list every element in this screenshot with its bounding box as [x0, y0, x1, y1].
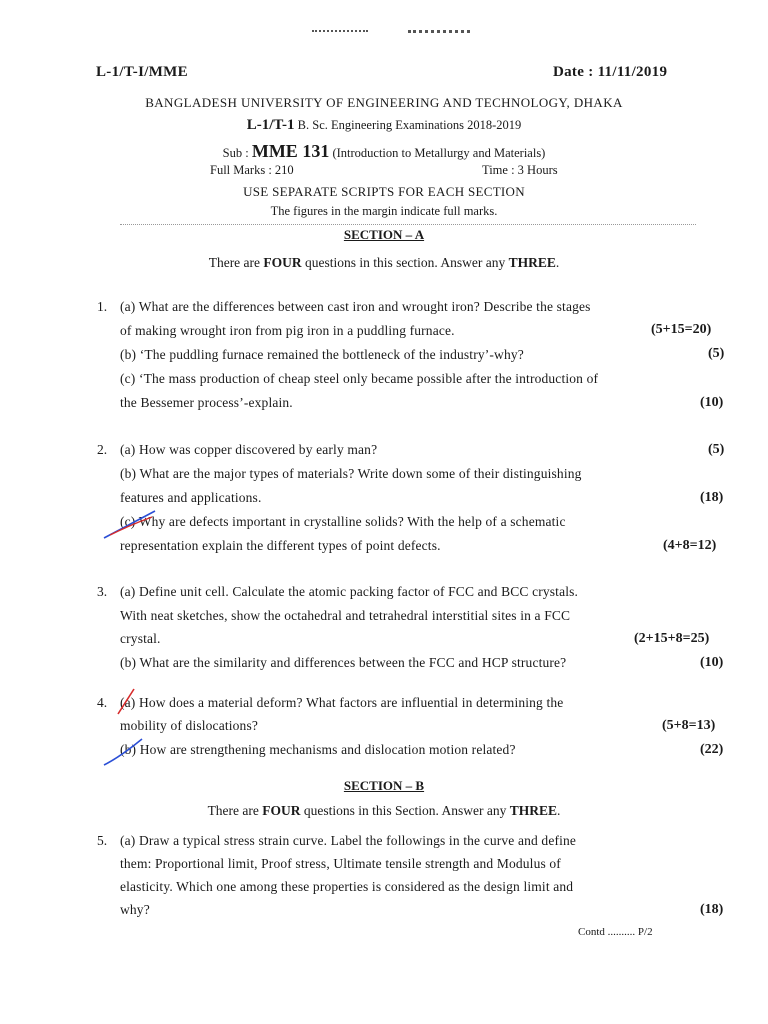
question-number: 4. [97, 695, 108, 710]
section-b-title: SECTION – B [343, 778, 425, 793]
question-marks: (10) [700, 655, 724, 670]
intro-text: questions in this Section. Answer any [300, 803, 510, 818]
pen-mark-q2c [100, 505, 160, 543]
question-marks: (18) [700, 902, 724, 917]
level-label: L-1/T-1 [246, 117, 295, 133]
question-text: (b) ‘The puddling furnace remained the bottleneck of the industry’-why? [120, 347, 524, 362]
exam-time: Time : 3 Hours [482, 163, 558, 177]
question-text: of making wrought iron from pig iron in a puddling furnace. [120, 323, 455, 338]
question-text: them: Proportional limit, Proof stress, Ultimate tensile strength and Modulus of [120, 856, 561, 871]
course-number: MME 131 [251, 141, 330, 161]
question-marks: (10) [700, 395, 724, 410]
subject-line [0, 141, 768, 162]
question-text: (a) Draw a typical stress strain curve. Label the followings in the curve and define [120, 833, 577, 848]
question-text: the Bessemer process’-explain. [120, 395, 293, 410]
question-text: (b) What are the major types of materials? Write down some of their distinguishing [120, 466, 582, 481]
question-number: 3. [97, 584, 108, 599]
intro-text: . [557, 803, 561, 818]
question-text: features and applications. [120, 490, 262, 505]
exam-date: Date : 11/11/2019 [553, 64, 668, 80]
intro-answer-count: THREE [508, 255, 556, 270]
exam-line [0, 117, 768, 134]
question-marks: (5+15=20) [651, 322, 712, 337]
section-b-intro [0, 803, 768, 819]
question-marks: (5+8=13) [662, 718, 716, 733]
question-text: representation explain the different types of point defects. [120, 538, 441, 553]
question-text: (a) How does a material deform? What factors are influential in determining the [120, 695, 564, 710]
scan-artifact-left [312, 30, 368, 38]
question-text: (c) ‘The mass production of cheap steel only became possible after the introduction of [120, 371, 599, 386]
question-text: crystal. [120, 631, 161, 646]
question-text: (a) What are the differences between cast iron and wrought iron? Describe the stages [120, 299, 591, 314]
question-text: (a) Define unit cell. Calculate the atomic packing factor of FCC and BCC crystals. [120, 584, 579, 599]
question-text: (c) Why are defects important in crystalline solids? With the help of a schematic [120, 514, 566, 529]
question-marks: (4+8=12) [663, 538, 717, 553]
intro-text: . [555, 255, 560, 270]
question-text: mobility of dislocations? [120, 718, 258, 733]
question-text: (b) What are the similarity and differences between the FCC and HCP structure? [120, 655, 567, 670]
subject-prefix: Sub : [222, 146, 249, 160]
course-title: (Introduction to Metallurgy and Materials) [332, 146, 546, 160]
scripts-instruction: USE SEPARATE SCRIPTS FOR EACH SECTION [243, 184, 525, 199]
continued-note: Contd .......... P/2 [578, 926, 653, 938]
divider [120, 224, 696, 225]
question-text: elasticity. Which one among these properties is considered as the design limit and [120, 879, 574, 894]
intro-count: FOUR [262, 803, 301, 818]
question-text: (a) How was copper discovered by early man? [120, 442, 378, 457]
university-name: BANGLADESH UNIVERSITY OF ENGINEERING AND TECHNOLOGY, DHAKA [145, 95, 623, 110]
scan-artifact-right [408, 30, 470, 39]
question-marks: (5) [708, 346, 725, 361]
section-a-title: SECTION – A [343, 227, 425, 242]
margin-note: The figures in the margin indicate full marks. [270, 204, 498, 218]
intro-text: questions in this section. Answer any [301, 255, 509, 270]
pen-mark-q4b [100, 735, 146, 771]
pen-mark-q4a [112, 686, 140, 718]
question-number: 2. [97, 442, 108, 457]
question-marks: (18) [700, 490, 724, 505]
question-marks: (2+15+8=25) [634, 631, 710, 646]
question-text: (b) How are strengthening mechanisms and dislocation motion related? [120, 742, 516, 757]
question-text: With neat sketches, show the octahedral and tetrahedral interstitial sites in a FCC [120, 608, 571, 623]
intro-answer-count: THREE [509, 803, 558, 818]
intro-text: There are [207, 803, 263, 818]
intro-count: FOUR [263, 255, 302, 270]
question-number: 5. [97, 833, 108, 848]
exam-name: B. Sc. Engineering Examinations 2018-2019 [297, 118, 522, 132]
intro-text: There are [208, 255, 264, 270]
section-a-intro [0, 255, 768, 271]
question-marks: (5) [708, 442, 725, 457]
question-text: why? [120, 902, 150, 917]
question-marks: (22) [700, 742, 724, 757]
question-number: 1. [97, 299, 108, 314]
course-code-header: L-1/T-I/MME [96, 64, 188, 80]
full-marks: Full Marks : 210 [210, 163, 294, 177]
